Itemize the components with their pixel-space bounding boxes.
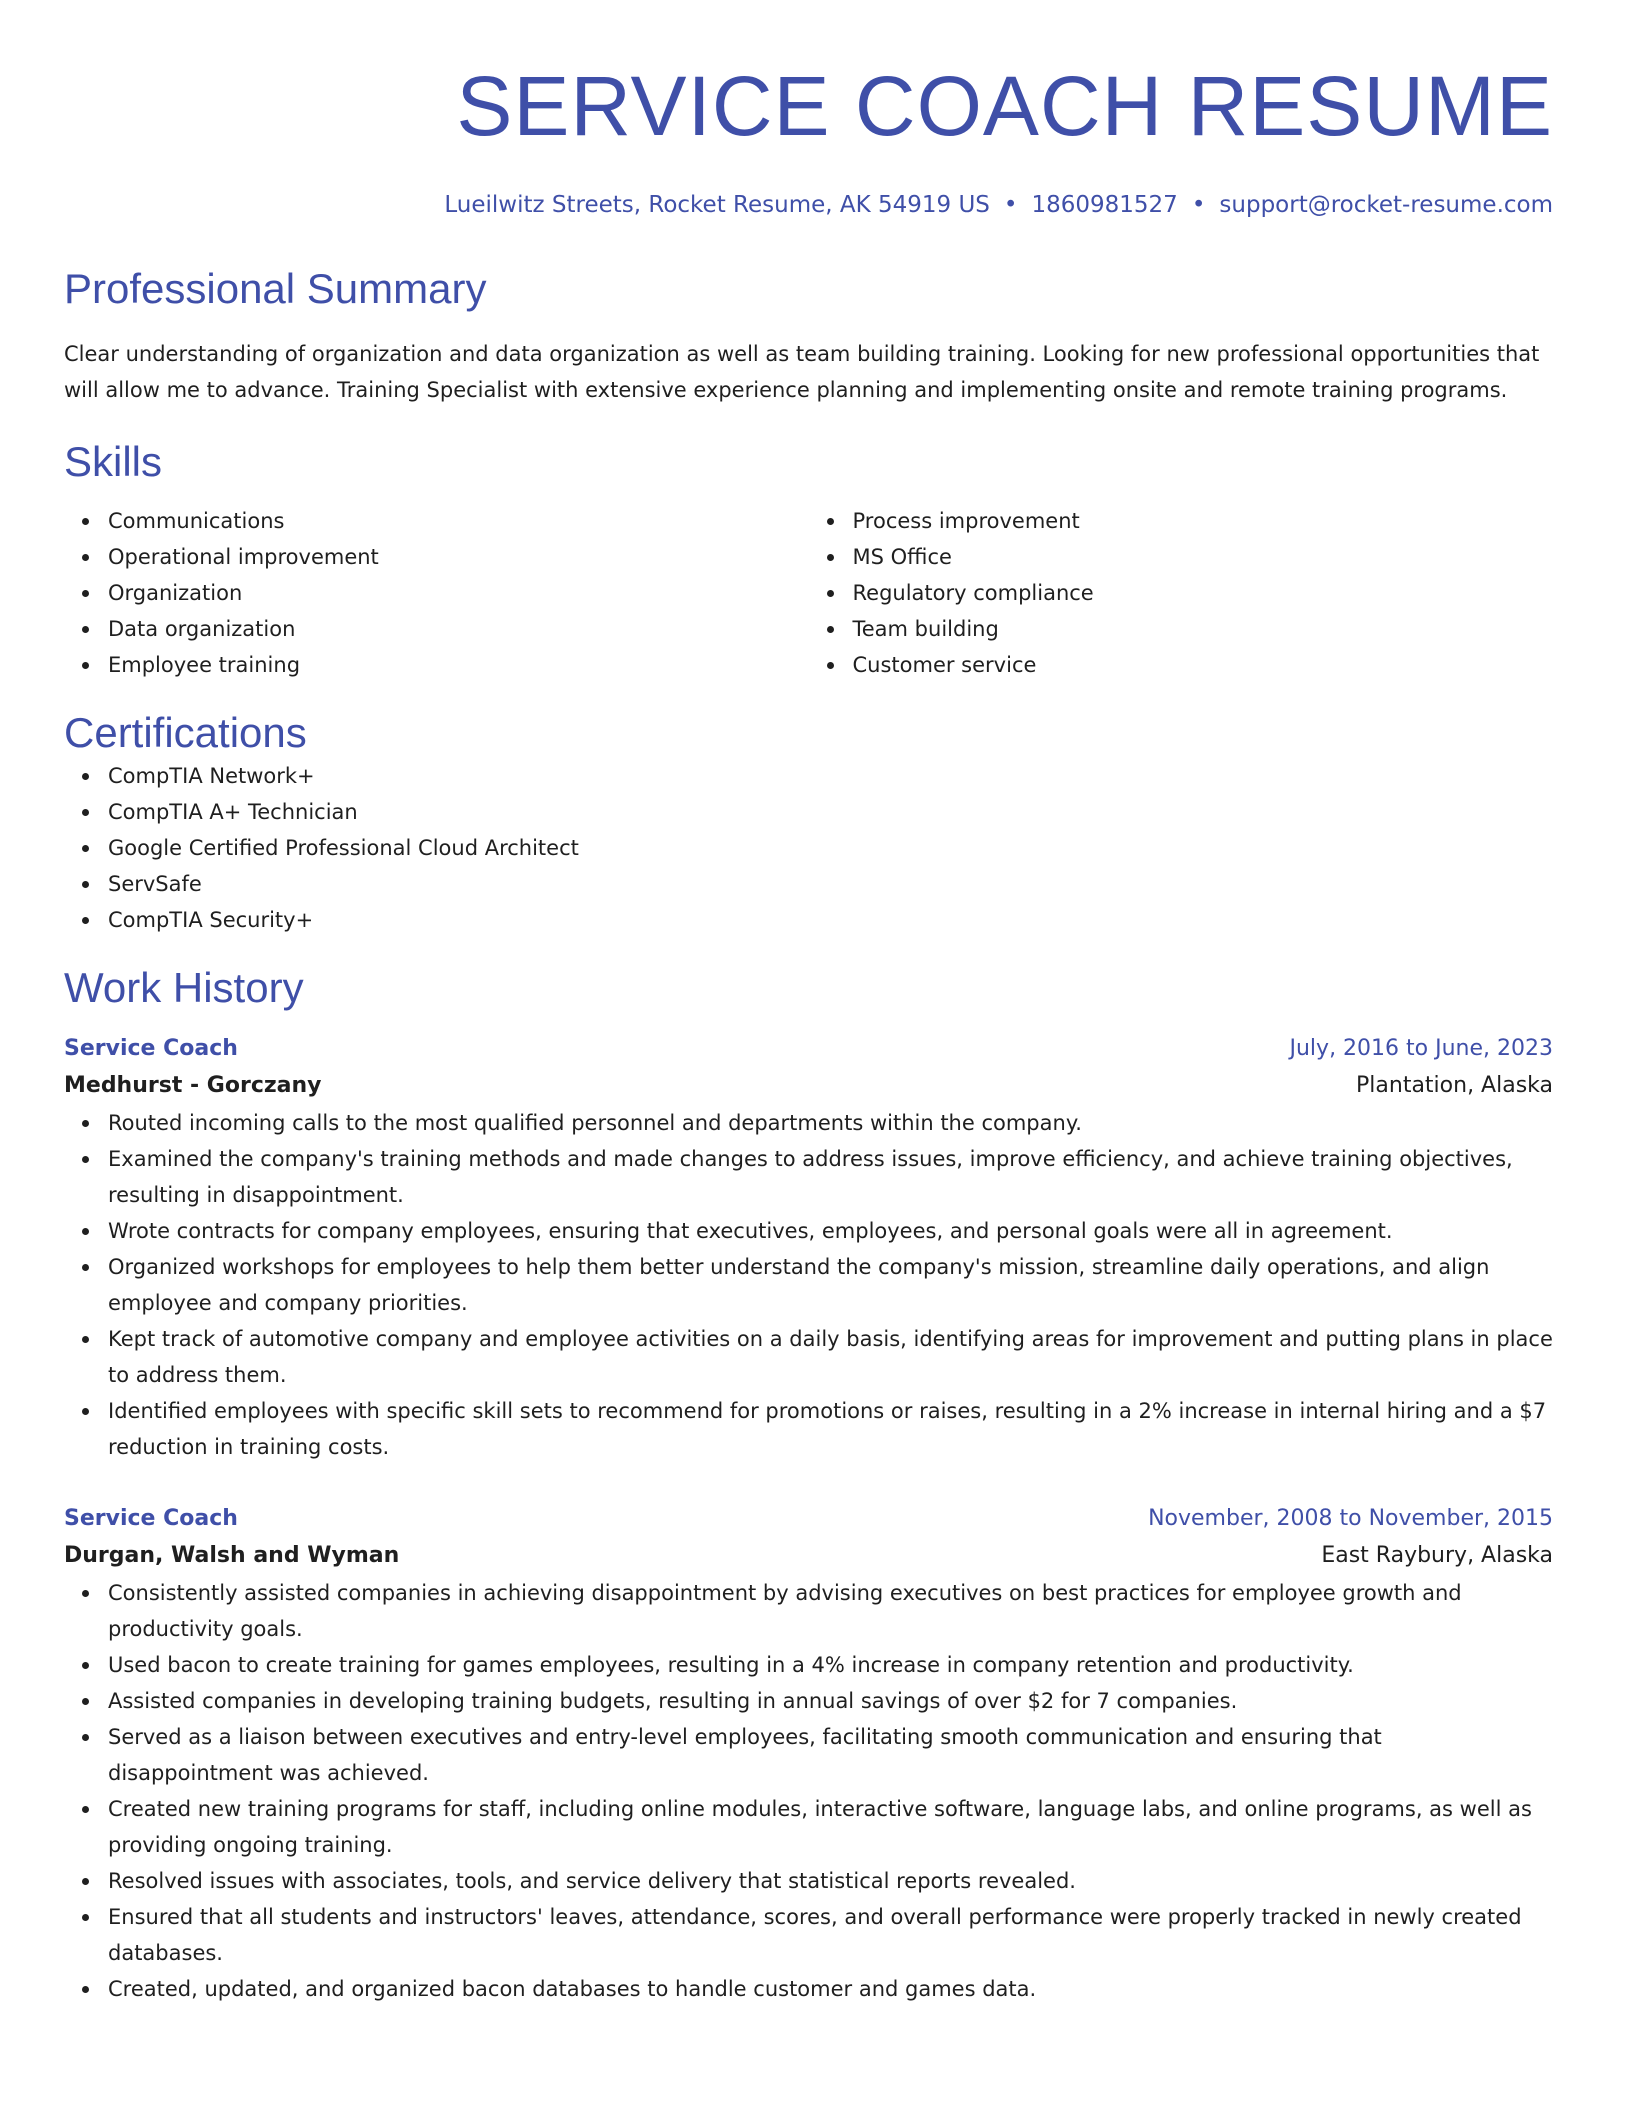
- job-location: Plantation, Alaska: [1356, 1073, 1553, 1098]
- job-location: East Raybury, Alaska: [1321, 1543, 1553, 1568]
- skills-list-right: [809, 503, 1554, 683]
- skill-item: Regulatory compliance: [853, 575, 1554, 611]
- job-title: Service Coach: [64, 1036, 238, 1061]
- job-company: Durgan, Walsh and Wyman: [64, 1543, 400, 1568]
- job-bullet: Created new training programs for staff, including online modules, interactive software, language labs, and online programs, as well as providing ongoing training.: [108, 1791, 1553, 1863]
- skill-item: Customer service: [853, 647, 1554, 683]
- contact-phone: 1860981527: [1031, 192, 1178, 218]
- contact-separator: •: [1003, 192, 1018, 218]
- job-bullet: Ensured that all students and instructors' leaves, attendance, scores, and overall performance were properly tracked in newly created databases.: [108, 1899, 1553, 1971]
- skill-item: Team building: [853, 611, 1554, 647]
- skills-heading: Skills: [64, 438, 163, 485]
- summary-heading: Professional Summary: [64, 265, 487, 312]
- contact-address: Lueilwitz Streets, Rocket Resume, AK 54919 US: [444, 192, 990, 218]
- job-bullet: Routed incoming calls to the most qualified personnel and departments within the company.: [108, 1105, 1553, 1141]
- job-bullet: Served as a liaison between executives and entry-level employees, facilitating smooth communication and ensuring that disappointment was achieved.: [108, 1719, 1553, 1791]
- certification-item: Google Certified Professional Cloud Architect: [108, 830, 1553, 866]
- job-bullet: Organized workshops for employees to help them better understand the company's mission, streamline daily operations, and align employee and company priorities.: [108, 1249, 1553, 1321]
- contact-email: support@rocket-resume.com: [1219, 192, 1553, 218]
- job-header-row: [64, 1501, 1553, 1537]
- job-company: Medhurst - Gorczany: [64, 1073, 322, 1098]
- job-bullet: Resolved issues with associates, tools, and service delivery that statistical reports revealed.: [108, 1863, 1553, 1899]
- job-bullet: Wrote contracts for company employees, ensuring that executives, employees, and personal goals were all in agreement.: [108, 1213, 1553, 1249]
- certification-item: ServSafe: [108, 866, 1553, 902]
- certifications-list: [64, 758, 1553, 938]
- job-entry: [64, 1031, 1553, 1465]
- job-bullet: Used bacon to create training for games employees, resulting in a 4% increase in company retention and productivity.: [108, 1647, 1553, 1683]
- job-company-row: [64, 1067, 1553, 1105]
- skill-item: Operational improvement: [108, 539, 809, 575]
- work-history-heading: Work History: [64, 964, 304, 1011]
- skill-item: Data organization: [108, 611, 809, 647]
- job-bullets: [64, 1105, 1553, 1465]
- job-bullet: Created, updated, and organized bacon databases to handle customer and games data.: [108, 1971, 1553, 2007]
- job-bullet: Examined the company's training methods and made changes to address issues, improve efficiency, and achieve training objectives, resulting in disappointment.: [108, 1141, 1553, 1213]
- resume-title: SERVICE COACH RESUME: [456, 59, 1553, 153]
- job-dates: November, 2008 to November, 2015: [1148, 1506, 1553, 1531]
- skills-grid: [64, 503, 1553, 683]
- job-bullet: Consistently assisted companies in achieving disappointment by advising executives on best practices for employee growth and productivity goals.: [108, 1575, 1553, 1647]
- skill-item: Process improvement: [853, 503, 1554, 539]
- contact-separator: •: [1191, 192, 1206, 218]
- job-bullet: Identified employees with specific skill sets to recommend for promotions or raises, resulting in a 2% increase in internal hiring and a $7 reduction in training costs.: [108, 1393, 1553, 1465]
- skills-list-left: [64, 503, 809, 683]
- job-bullet: Kept track of automotive company and employee activities on a daily basis, identifying areas for improvement and putting plans in place to address them.: [108, 1321, 1553, 1393]
- job-title: Service Coach: [64, 1506, 238, 1531]
- job-company-row: [64, 1537, 1553, 1575]
- job-bullets: [64, 1575, 1553, 2007]
- certification-item: CompTIA A+ Technician: [108, 794, 1553, 830]
- skill-item: Communications: [108, 503, 809, 539]
- job-entry: [64, 1501, 1553, 2007]
- job-header-row: [64, 1031, 1553, 1067]
- job-bullet: Assisted companies in developing training budgets, resulting in annual savings of over $2 for 7 companies.: [108, 1683, 1553, 1719]
- certifications-heading: Certifications: [64, 709, 307, 756]
- contact-line: [64, 190, 1553, 220]
- skill-item: Employee training: [108, 647, 809, 683]
- skill-item: Organization: [108, 575, 809, 611]
- skill-item: MS Office: [853, 539, 1554, 575]
- job-dates: July, 2016 to June, 2023: [1289, 1036, 1553, 1061]
- summary-text: Clear understanding of organization and data organization as well as team building training. Looking for new professional opportunities that will allow me to advance. Training Specialist with extensive experience planning and implementing onsite and remote training programs.: [64, 342, 1540, 402]
- certification-item: CompTIA Network+: [108, 758, 1553, 794]
- certification-item: CompTIA Security+: [108, 902, 1553, 938]
